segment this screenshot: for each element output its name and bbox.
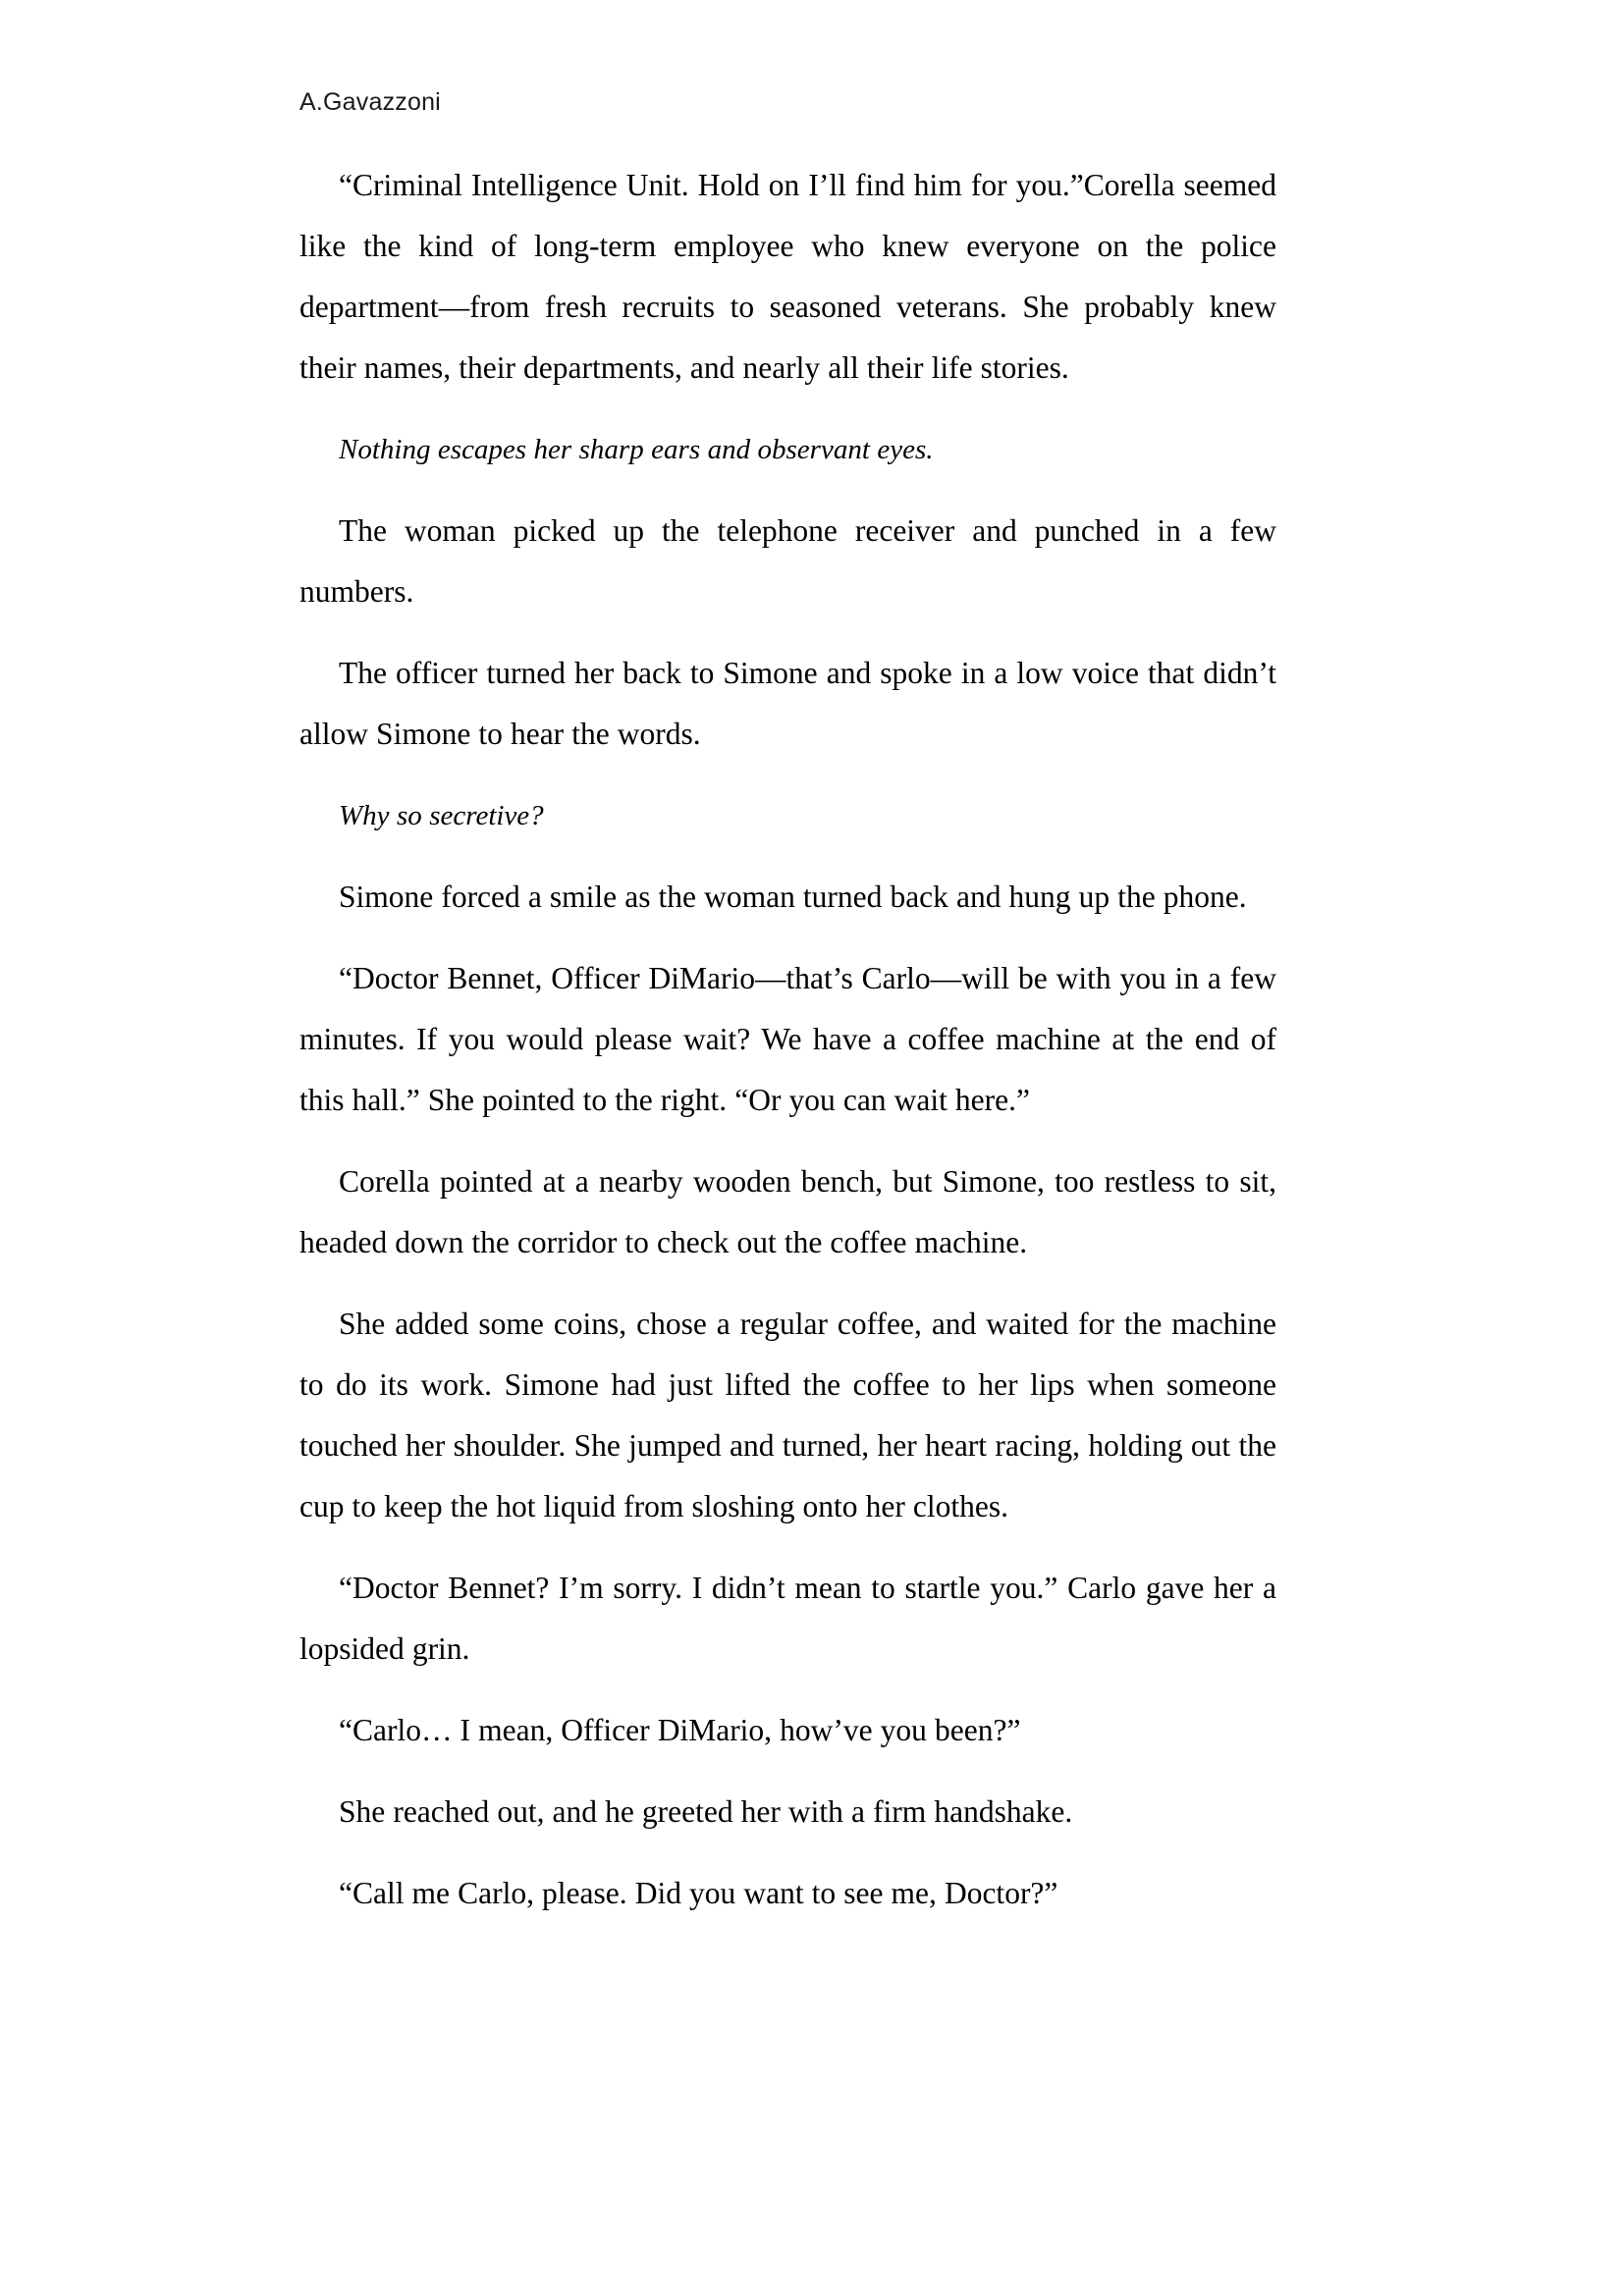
paragraph: Corella pointed at a nearby wooden bench, but Simone, too restless to sit, headed down the corridor to check out the coffee machine. (299, 1164, 1276, 1259)
paragraph-italic: Why so secretive? (339, 800, 544, 831)
paragraph: “Call me Carlo, please. Did you want to see me, Doctor?” (339, 1876, 1058, 1910)
paragraph: Simone forced a smile as the woman turned back and hung up the phone. (339, 880, 1247, 914)
paragraph: “Doctor Bennet, Officer DiMario—that’s Carlo—will be with you in a few minutes. If you would please wait? We have a coffee machine at the end of this hall.” She pointed to the right. “Or you can wait here.” (299, 961, 1276, 1117)
paragraph: She reached out, and he greeted her with a firm handshake. (339, 1794, 1073, 1829)
paragraph-italic: Nothing escapes her sharp ears and observant eyes. (339, 434, 934, 465)
paragraph: “Carlo… I mean, Officer DiMario, how’ve you been?” (339, 1713, 1021, 1747)
paragraph: The woman picked up the telephone receiver and punched in a few numbers. (299, 513, 1276, 609)
paragraph: “Doctor Bennet? I’m sorry. I didn’t mean to startle you.” Carlo gave her a lopsided grin. (299, 1571, 1276, 1666)
paragraph: “Criminal Intelligence Unit. Hold on I’ll find him for you.”Corella seemed like the kind of long-term employee who knew everyone on the police department—from fresh recruits to seasoned veterans. She probably knew their names, their departments, and nearly all their life stories. (299, 168, 1276, 385)
body-text-column (299, 155, 1276, 1945)
paragraph: She added some coins, chose a regular coffee, and waited for the machine to do its work. Simone had just lifted the coffee to her lips when someone touched her shoulder. She jumped and turned, her heart racing, holding out the cup to keep the hot liquid from sloshing onto her clothes. (299, 1307, 1276, 1523)
running-head: A.Gavazzoni (299, 88, 441, 116)
paragraph: The officer turned her back to Simone and spoke in a low voice that didn’t allow Simone to hear the words. (299, 656, 1276, 751)
